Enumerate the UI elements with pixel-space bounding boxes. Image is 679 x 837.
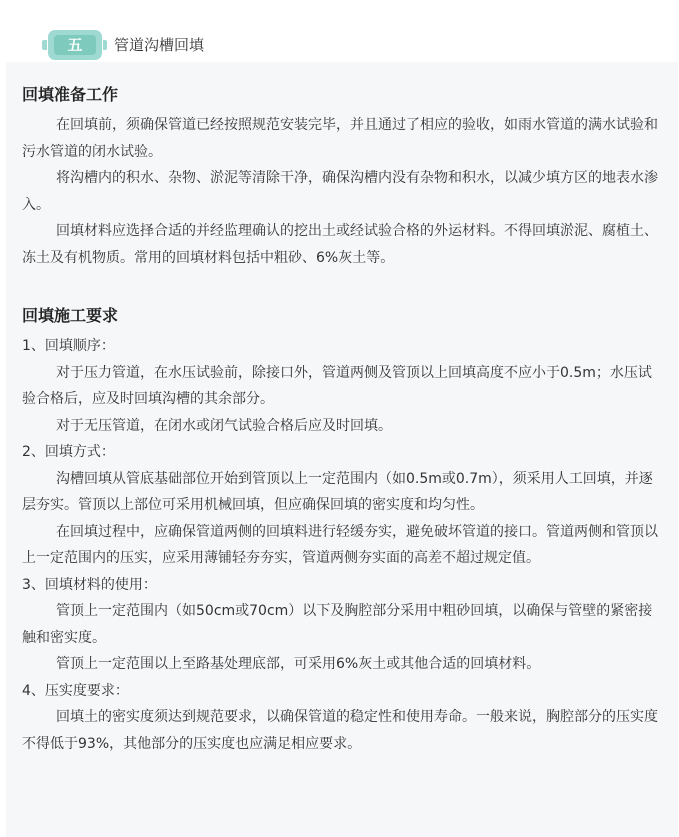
- construction-heading: 回填施工要求: [22, 306, 119, 325]
- prep-paragraph: 将沟槽内的积水、杂物、淤泥等清除干净，确保沟槽内没有杂物和积水，以减少填方区的地表水渗入。: [22, 170, 658, 213]
- item-title-method: 2、回填方式：: [22, 444, 115, 460]
- item-title-materials: 3、回填材料的使用：: [22, 576, 157, 593]
- item-title-compaction: 4、压实度要求：: [22, 682, 129, 699]
- content-body: [22, 82, 662, 757]
- item-paragraph: 管顶上一定范围以上至路基处理底部，可采用6%灰土或其他合适的回填材料。: [56, 656, 541, 672]
- section-header: [0, 0, 679, 62]
- content-panel: [6, 62, 678, 837]
- section-number-badge: [48, 30, 102, 60]
- section-title: 管道沟槽回填: [114, 36, 205, 54]
- item-paragraph: 回填土的密实度须达到规范要求，以确保管道的稳定性和使用寿命。一般来说，胸腔部分的压实度不得低于93%，其他部分的压实度也应满足相应要求。: [22, 709, 658, 752]
- item-paragraph: 管顶上一定范围内（如50cm或70cm）以下及胸腔部分采用中粗砂回填，以确保与管壁的紧密接触和密实度。: [22, 603, 653, 646]
- item-paragraph: 在回填过程中，应确保管道两侧的回填料进行轻缓夯实，避免破坏管道的接口。管道两侧和管顶以上一定范围内的压实，应采用薄铺轻夯夯实，管道两侧夯实面的高差不超过规定值。: [22, 523, 658, 566]
- section-number: 五: [54, 35, 96, 55]
- item-paragraph: 对于无压管道，在闭水或闭气试验合格后应及时回填。: [56, 417, 392, 434]
- item-title-order: 1、回填顺序：: [22, 338, 115, 354]
- prep-paragraph: 在回填前，须确保管道已经按照规范安装完毕，并且通过了相应的验收，如雨水管道的满水试验和污水管道的闭水试验。: [22, 117, 658, 160]
- prep-paragraph: 回填材料应选择合适的并经监理确认的挖出土或经试验合格的外运材料。不得回填淤泥、腐植土、冻土及有机物质。常用的回填材料包括中粗砂、6%灰土等。: [22, 223, 658, 266]
- item-paragraph: 对于压力管道，在水压试验前，除接口外，管道两侧及管顶以上回填高度不应小于0.5m；水压试验合格后，应及时回填沟槽的其余部分。: [22, 364, 652, 407]
- item-paragraph: 沟槽回填从管底基础部位开始到管顶以上一定范围内（如0.5m或0.7m），须采用人工回填，并逐层夯实。管顶以上部位可采用机械回填，但应确保回填的密实度和均匀性。: [22, 470, 653, 513]
- prep-heading: 回填准备工作: [22, 85, 119, 104]
